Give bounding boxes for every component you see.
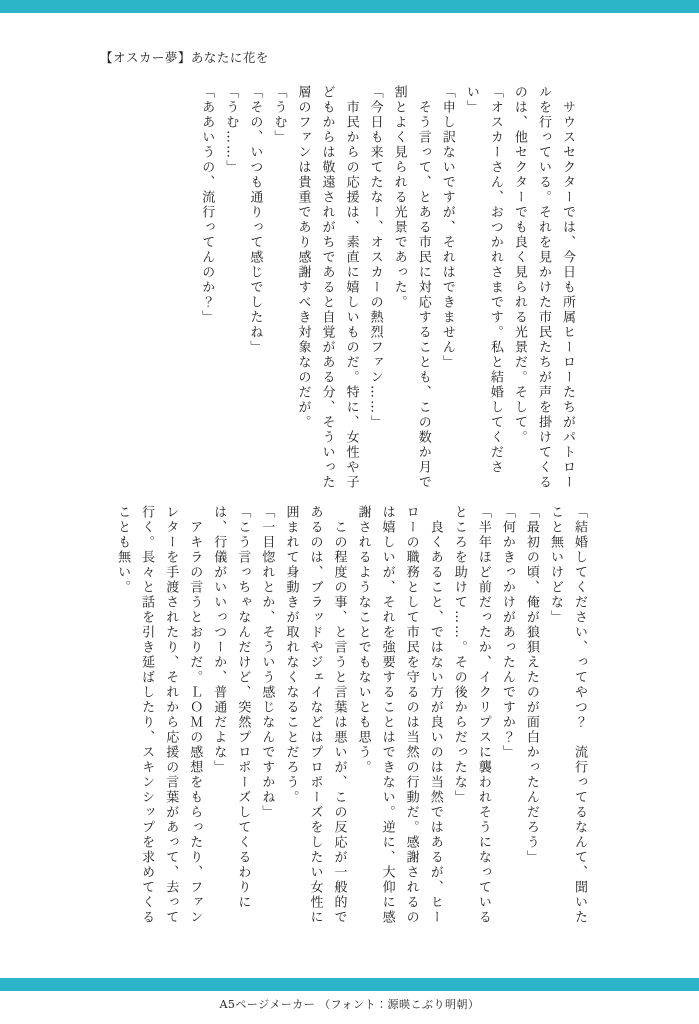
paragraph: サウスセクターでは、今日も所属ヒーローたちがパトロールを行っている。それを見かけた市民たちが声を掛けてくるのは、他セクターでも良く見られる光景だ。そして。 <box>511 85 575 490</box>
paragraph: 市民からの応援は、素直に嬉しいものだ。特に、女性や子どもからは敬遠されがちであると自覚がある分、そういった層のファンは貴重であり感謝すべき対象なのだが。 <box>295 85 359 490</box>
paragraph: 「こう言っちゃなんだけど、突然プロポーズしてくるわりには、行儀がいいっつーか、普通だよな」 <box>211 505 251 910</box>
paragraph: 「ああいうの、流行ってんのか？」 <box>199 85 215 325</box>
paragraph: 「最初の頃、俺が狼狽えたのが面白かったんだろう」 <box>523 505 539 865</box>
bottom-border-bar <box>0 978 699 991</box>
paragraph: この程度の事、と言うと言葉は悪いが、この反応が一般的であるのは、ブラッドやジェイなどはプロポーズをしたい女性に囲まれて身動きが取れなくなることだろう。 <box>283 505 347 925</box>
paragraph: 良くあること、ではない方が良いのは当然ではあるが、ヒーローの職務として市民を守るのは当然の行動だ。感謝されるのは嬉しいが、それを強要することはできない。逆に、大仰に感謝されるようなことでもないとも思う。 <box>355 505 443 925</box>
paragraph: 「その、いつも通りって感じでしたね」 <box>247 85 263 355</box>
upper-text-section <box>80 85 579 493</box>
paragraph: 「うむ」 <box>271 85 287 145</box>
page-title: 【オスカー夢】あなたに花を <box>100 50 269 65</box>
paragraph: 「うむ……」 <box>223 85 239 175</box>
paragraph: そう言って、とある市民に対応することも、この数か月で割とよく見られる光景であった。 <box>391 85 431 490</box>
paragraph: 「一目惚れとか、そういう感じなんですかね」 <box>259 505 275 820</box>
paragraph: 「何かきっかけがあったんですか？」 <box>499 505 515 760</box>
lower-text-section <box>80 505 591 937</box>
paragraph: 「結婚してください、ってやつ？ 流行ってるなんて、聞いたこと無いけどな」 <box>547 505 587 925</box>
top-border-bar <box>0 0 699 13</box>
paragraph: 「オスカーさん、おつかれさまです。私と結婚してください」 <box>463 85 503 475</box>
paragraph: アキラの言うとおりだ。ＬＯＭの感想をもらったり、ファンレターを手渡されたり、それから応援の言葉があって、去って行く。長々と話を引き延ばしたり、スキンシップを求めてくることも無い。 <box>115 505 203 925</box>
paragraph: 「半年ほど前だったか、イクリプスに襲われそうになっているところを助けて……。その後からだったな」 <box>451 505 491 925</box>
paragraph: 「申し訳ないですが、それはできません」 <box>439 85 455 370</box>
footer-text: A5ページメーカー （フォント：源暎こぶり明朝） <box>219 998 480 1011</box>
paragraph: 「今日も来てたなー、オスカーの熱烈ファン……」 <box>367 85 383 430</box>
